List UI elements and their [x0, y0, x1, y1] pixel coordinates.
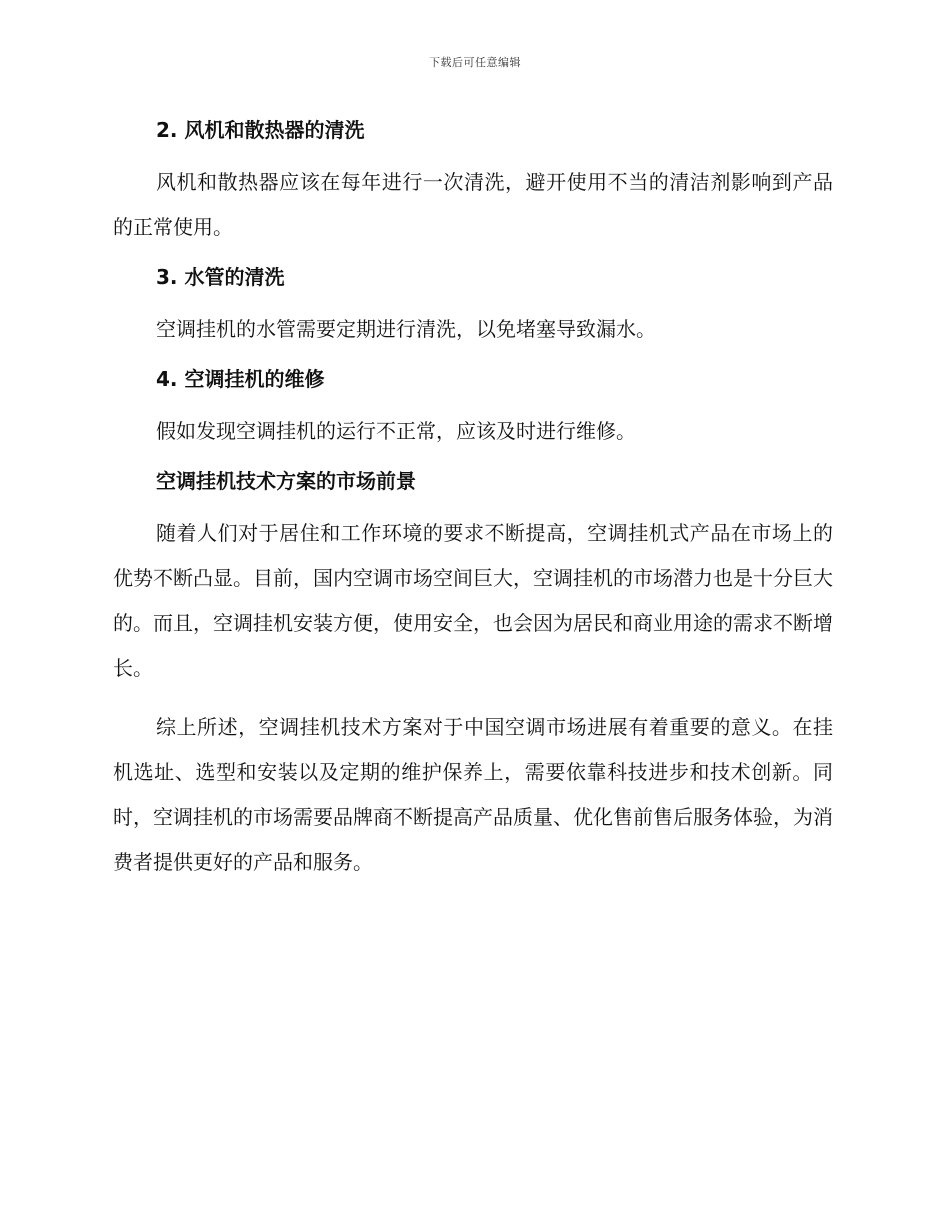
- section-heading-water-pipe-cleaning: 3. 水管的清洗: [156, 265, 285, 289]
- paragraph-water-pipe-cleaning: 空调挂机的水管需要定期进行清洗，以免堵塞导致漏水。: [156, 317, 656, 341]
- header-note: 下载后可任意编辑: [429, 56, 521, 69]
- paragraph-conclusion: 综上所述，空调挂机技术方案对于中国空调市场进展有着重要的意义。在挂机选址、选型和安装以及定期的维护保养上，需要依靠科技进步和技术创新。同时，空调挂机的市场需要品牌商不断提高产品质量、优化售前售后服务体验，为消费者提供更好的产品和服务。: [113, 715, 833, 874]
- document-body: [113, 112, 833, 885]
- paragraph-maintenance: 假如发现空调挂机的运行不正常，应该及时进行维修。: [156, 419, 636, 443]
- paragraph-market-outlook: 随着人们对于居住和工作环境的要求不断提高，空调挂机式产品在市场上的优势不断凸显。目前，国内空调市场空间巨大，空调挂机的市场潜力也是十分巨大的。而且，空调挂机安装方便，使用安全，也会因为居民和商业用途的需求不断增长。: [113, 521, 833, 680]
- section-heading-fan-radiator-cleaning: 2. 风机和散热器的清洗: [156, 118, 365, 142]
- paragraph-fan-radiator-cleaning: 风机和散热器应该在每年进行一次清洗，避开使用不当的清洁剂影响到产品的正常使用。: [113, 170, 833, 239]
- section-heading-market-outlook: 空调挂机技术方案的市场前景: [156, 469, 416, 493]
- section-heading-maintenance: 4. 空调挂机的维修: [156, 367, 325, 391]
